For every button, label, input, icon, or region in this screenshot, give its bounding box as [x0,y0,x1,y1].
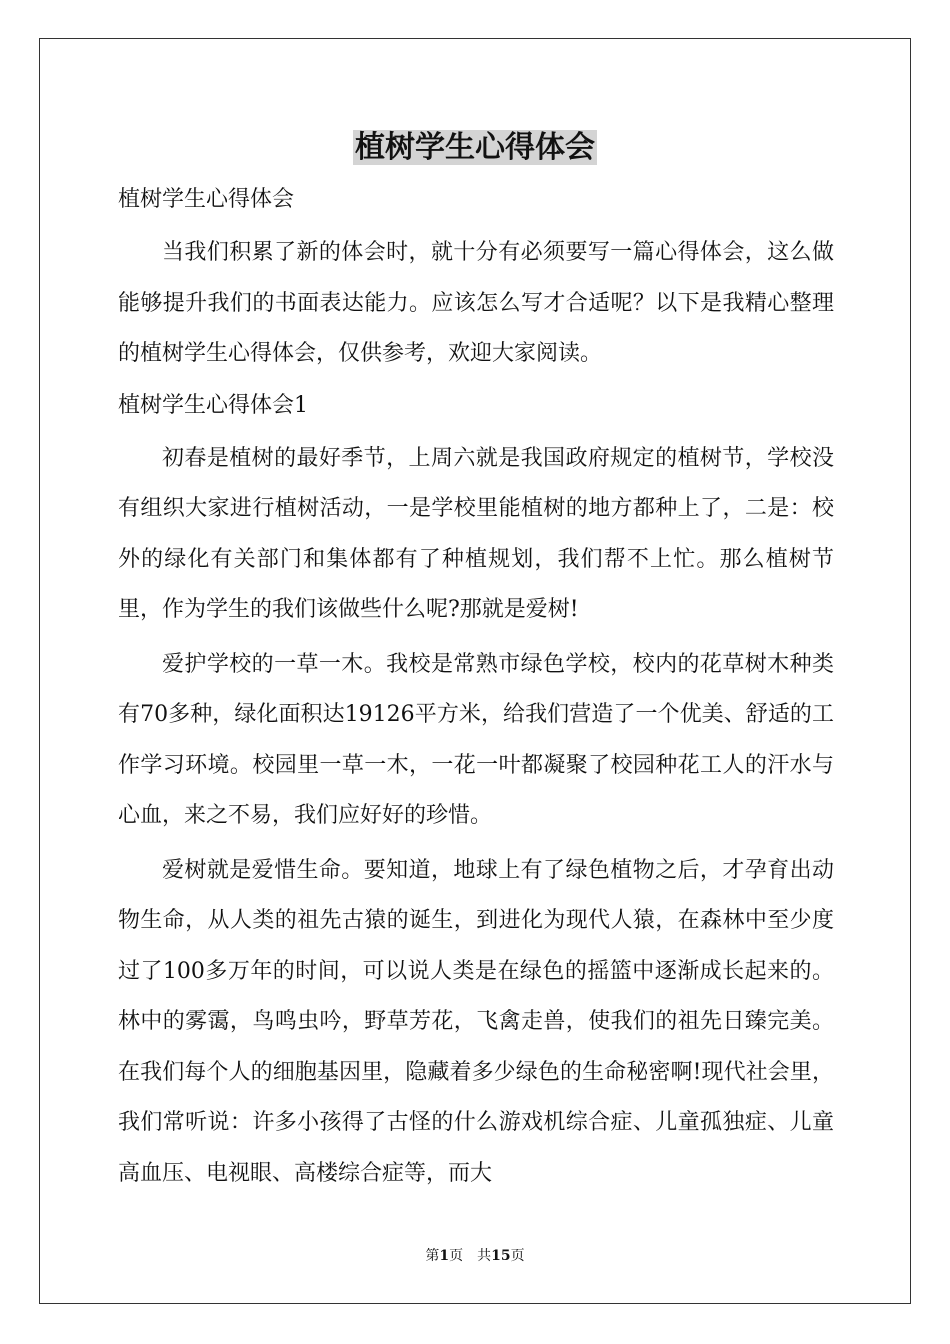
total-prefix: 共 [477,1248,492,1264]
total-pages: 15 [491,1248,511,1264]
paragraph: 爱护学校的一草一木。我校是常熟市绿色学校，校内的花草树木种类有70多种，绿化面积达19126平方米，给我们营造了一个优美、舒适的工作学习环境。校园里一草一木，一花一叶都凝聚了校园种花工人的汗水与心血，来之不易，我们应好好的珍惜。 [118,651,834,828]
page-number: 1 [439,1248,450,1264]
paragraph: 爱树就是爱惜生命。要知道，地球上有了绿色植物之后，才孕育出动物生命，从人类的祖先古猿的诞生，到进化为现代人猿，在森林中至少度过了100多万年的时间，可以说人类是在绿色的摇篮中逐渐成长起来的。林中的雾霭，鸟鸣虫吟，野草芳花，飞禽走兽，使我们的祖先日臻完美。在我们每个人的细胞基因里，隐藏着多少绿色的生命秘密啊!现代社会里，我们常听说：许多小孩得了古怪的什么游戏机综合症、儿童孤独症、儿童高血压、电视眼、高楼综合症等，而大 [118,857,834,1186]
document-title-text: 植树学生心得体会 [355,130,595,165]
section-heading: 植树学生心得体会 [118,187,295,212]
total-suffix: 页 [510,1248,525,1264]
page-footer [0,1246,950,1266]
page-prefix: 第 [425,1248,440,1264]
document-title [0,124,950,172]
paragraph: 当我们积累了新的体会时，就十分有必须要写一篇心得体会，这么做能够提升我们的书面表达能力。应该怎么写才合适呢？以下是我精心整理的植树学生心得体会，仅供参考，欢迎大家阅读。 [118,240,834,366]
document-body [118,178,834,1203]
section-heading: 植树学生心得体会1 [118,392,308,418]
paragraph: 初春是植树的最好季节，上周六就是我国政府规定的植树节，学校没有组织大家进行植树活动，一是学校里能植树的地方都种上了，二是：校外的绿化有关部门和集体都有了种植规划，我们帮不上忙。那么植树节里，作为学生的我们该做些什么呢?那就是爱树! [118,445,834,622]
page-suffix: 页 [449,1248,464,1264]
